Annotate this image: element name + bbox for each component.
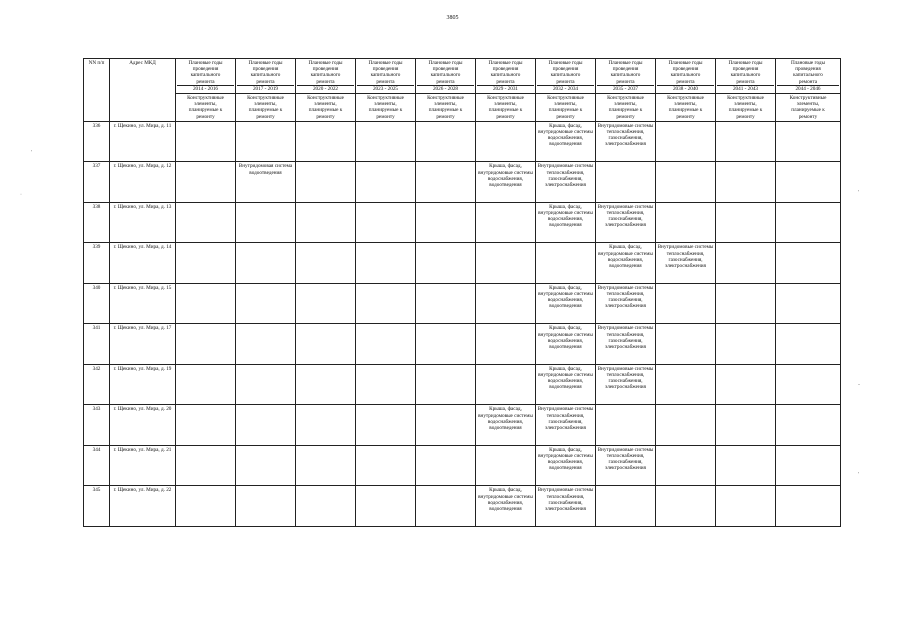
row-number: 340 (84, 283, 110, 324)
column-header-address: Адрес МКД (110, 59, 176, 122)
repair-cell: Внутридомовые системы теплоснабжения, газоснабжения, электроснабжения (536, 162, 596, 203)
repair-cell: Крыша, фасад, внутридомовые системы водоснабжения, водоотведения (476, 162, 536, 203)
period-label-line: проведения (732, 66, 759, 73)
repair-cell (236, 243, 296, 284)
repair-cell (716, 121, 776, 162)
row-address: г. Щекино, ул. Мира, д. 21 (110, 445, 176, 486)
row-number: 342 (84, 364, 110, 405)
repair-cell (716, 243, 776, 284)
element-label-line: ремонту (316, 113, 335, 120)
row-address: г. Щекино, ул. Мира, д. 22 (110, 486, 176, 527)
period-label-line: ремонта (436, 78, 455, 85)
column-header-elements (416, 94, 476, 122)
element-label-line: планируемые к (188, 107, 223, 114)
element-label-line: Конструктивные (607, 95, 644, 102)
repair-cell: Внутридомовые системы теплоснабжения, газоснабжения, электроснабжения (596, 445, 656, 486)
element-label-line: планируемые к (608, 107, 643, 114)
repair-cell (356, 324, 416, 365)
repair-cell (656, 486, 716, 527)
repair-cell (776, 283, 841, 324)
repair-cell (716, 202, 776, 243)
repair-cell (356, 202, 416, 243)
repair-cell (656, 283, 716, 324)
period-label-line: Плановые годы (428, 60, 463, 66)
element-label-line: планируемые к (668, 107, 703, 114)
repair-cell (356, 405, 416, 446)
element-label-line: планируемые к (791, 107, 825, 114)
table-row (84, 364, 841, 405)
repair-cell (356, 121, 416, 162)
repair-cell (356, 486, 416, 527)
period-years: 2020 - 2022 (297, 85, 354, 92)
element-label-line: ремонту (256, 113, 275, 120)
period-label-line: Плановые годы (308, 60, 343, 66)
row-number: 343 (84, 405, 110, 446)
period-label-line: проведения (432, 66, 459, 73)
element-label-line: элементы, (434, 101, 457, 108)
period-label-line: проведения (192, 66, 219, 73)
element-label-line: элементы, (254, 101, 277, 108)
period-years: 2026 - 2028 (417, 85, 474, 92)
column-header-period (176, 59, 236, 94)
repair-cell: Крыша, фасад, внутридомовые системы водоснабжения, водоотведения (536, 364, 596, 405)
period-label-line: проведения (795, 66, 821, 73)
repair-cell (296, 202, 356, 243)
repair-cell (296, 121, 356, 162)
row-address: г. Щекино, ул. Мира, д. 13 (110, 202, 176, 243)
repair-cell (296, 324, 356, 365)
repair-cell (416, 405, 476, 446)
repair-cell: Внутридомовая система водоотведения (236, 162, 296, 203)
repair-cell (236, 405, 296, 446)
element-label-line: элементы, (614, 101, 637, 108)
column-header-elements (356, 94, 416, 122)
column-header-elements (176, 94, 236, 122)
repair-cell (236, 202, 296, 243)
column-header-period (776, 59, 841, 94)
repair-cell (776, 445, 841, 486)
repair-cell (596, 162, 656, 203)
column-header-period (536, 59, 596, 94)
column-header-period (656, 59, 716, 94)
table-row (84, 486, 841, 527)
period-years: 2017 - 2019 (237, 85, 294, 92)
table-row (84, 445, 841, 486)
repair-cell (656, 445, 716, 486)
element-label-line: Конструктивные (247, 95, 284, 102)
repair-cell (776, 243, 841, 284)
repair-cell (416, 364, 476, 405)
column-header-period (296, 59, 356, 94)
element-label-line: элементы, (194, 101, 217, 108)
row-address: г. Щекино, ул. Мира, д. 12 (110, 162, 176, 203)
column-header-period (416, 59, 476, 94)
repair-cell (296, 445, 356, 486)
repair-cell (776, 405, 841, 446)
period-years: 2023 - 2025 (357, 85, 414, 92)
period-label-line: Плановые годы (248, 60, 283, 66)
repair-cell: Внутридомовые системы теплоснабжения, газоснабжения, электроснабжения (536, 405, 596, 446)
repair-cell (296, 364, 356, 405)
repair-cell (716, 364, 776, 405)
period-label-line: Плановые годы (668, 60, 703, 66)
element-label-line: ремонту (496, 113, 515, 120)
period-label-line: капитального (490, 72, 521, 79)
page-number: 3805 (446, 15, 459, 21)
repair-cell (536, 243, 596, 284)
repair-cell (176, 486, 236, 527)
column-header-elements (476, 94, 536, 122)
column-header-elements (296, 94, 356, 122)
repair-cell (176, 162, 236, 203)
column-header-period (596, 59, 656, 94)
period-years: 2035 - 2037 (597, 85, 654, 92)
repair-cell: Внутридомовые системы теплоснабжения, газоснабжения, электроснабжения (596, 364, 656, 405)
period-label-line: проведения (552, 66, 579, 73)
period-label-line: капитального (370, 72, 401, 79)
header-element-row (84, 94, 841, 122)
repair-cell: Крыша, фасад, внутридомовые системы водоснабжения, водоотведения (536, 324, 596, 365)
period-label-line: ремонта (736, 78, 755, 85)
table-row (84, 162, 841, 203)
repair-cell (356, 445, 416, 486)
repair-cell: Крыша, фасад, внутридомовые системы водоснабжения, водоотведения (476, 405, 536, 446)
period-label-line: проведения (492, 66, 519, 73)
element-label-line: элементы, (674, 101, 697, 108)
period-label-line: Плановые годы (728, 60, 763, 66)
element-label-line: планируемые к (488, 107, 523, 114)
repair-cell (176, 202, 236, 243)
period-label-line: ремонта (676, 78, 695, 85)
repair-cell (416, 243, 476, 284)
repair-cell (476, 445, 536, 486)
repair-cell: Крыша, фасад, внутридомовые системы водоснабжения, водоотведения (596, 243, 656, 284)
repair-cell (776, 162, 841, 203)
repair-cell (776, 324, 841, 365)
repair-cell (176, 405, 236, 446)
repair-cell: Внутридомовые системы теплоснабжения, газоснабжения, электроснабжения (656, 243, 716, 284)
period-years: 2014 - 2016 (177, 85, 234, 92)
table-row (84, 405, 841, 446)
element-label-line: ремонту (436, 113, 455, 120)
repair-cell (296, 486, 356, 527)
table-row (84, 121, 841, 162)
repair-cell (596, 486, 656, 527)
period-label-line: Плановые годы (608, 60, 643, 66)
repair-cell (656, 121, 716, 162)
period-years: 2032 - 2034 (537, 85, 594, 92)
element-label-line: ремонту (556, 113, 575, 120)
repair-cell: Внутридомовые системы теплоснабжения, газоснабжения, электроснабжения (536, 486, 596, 527)
table-row (84, 202, 841, 243)
repair-cell (416, 486, 476, 527)
period-label-line: капитального (670, 72, 701, 79)
period-years: 2044 - 2046 (777, 85, 839, 92)
repair-cell (176, 121, 236, 162)
row-number: 339 (84, 243, 110, 284)
column-header-period (476, 59, 536, 94)
element-label-line: ремонту (376, 113, 395, 120)
repair-cell (716, 162, 776, 203)
period-label-line: ремонта (256, 78, 275, 85)
scan-speck: ' (858, 190, 860, 196)
element-label-line: Конструктивные (667, 95, 704, 102)
repair-cell (476, 324, 536, 365)
column-header-elements (776, 94, 841, 122)
table-row (84, 283, 841, 324)
repair-cell (776, 202, 841, 243)
repair-cell (656, 364, 716, 405)
period-label-line: проведения (252, 66, 279, 73)
repair-cell (176, 364, 236, 405)
row-number: 337 (84, 162, 110, 203)
column-header-period (236, 59, 296, 94)
repair-cell (356, 364, 416, 405)
element-label-line: ремонту (798, 113, 818, 120)
repair-cell (776, 121, 841, 162)
period-label-line: проведения (612, 66, 639, 73)
repair-cell (716, 324, 776, 365)
repair-cell (236, 324, 296, 365)
period-years: 2038 - 2040 (657, 85, 714, 92)
repair-cell: Крыша, фасад, внутридомовые системы водоснабжения, водоотведения (536, 283, 596, 324)
period-label-line: ремонта (376, 78, 395, 85)
repair-cell (656, 405, 716, 446)
repair-cell (296, 243, 356, 284)
period-years: 2041 - 2043 (717, 85, 774, 92)
header-period-row (84, 59, 841, 94)
period-label-line: ремонта (798, 78, 818, 85)
element-label-line: ремонту (196, 113, 215, 120)
period-label-line: капитального (190, 72, 221, 79)
repair-cell (416, 121, 476, 162)
element-label-line: Конструктивные (307, 95, 344, 102)
repair-cell (176, 283, 236, 324)
element-label-line: элементы, (554, 101, 577, 108)
element-label-line: элементы, (374, 101, 397, 108)
repair-cell (476, 364, 536, 405)
period-label-line: капитального (730, 72, 761, 79)
element-label-line: Конструктивные (187, 95, 224, 102)
element-label-line: Конструктивные (487, 95, 524, 102)
column-header-elements (596, 94, 656, 122)
element-label-line: Конструктивные (789, 95, 827, 102)
period-label-line: ремонта (556, 78, 575, 85)
repair-cell (296, 162, 356, 203)
row-number: 345 (84, 486, 110, 527)
repair-cell (416, 324, 476, 365)
period-label-line: проведения (312, 66, 339, 73)
period-label-line: капитального (550, 72, 581, 79)
column-header-elements (656, 94, 716, 122)
repair-cell (236, 486, 296, 527)
row-address: г. Щекино, ул. Мира, д. 15 (110, 283, 176, 324)
repair-cell (356, 283, 416, 324)
repair-cell: Крыша, фасад, внутридомовые системы водоснабжения, водоотведения (536, 445, 596, 486)
repair-cell (656, 202, 716, 243)
repair-cell (236, 121, 296, 162)
column-header-elements (236, 94, 296, 122)
period-label-line: ремонта (316, 78, 335, 85)
row-number: 341 (84, 324, 110, 365)
element-label-line: элементы, (314, 101, 337, 108)
repair-cell (716, 405, 776, 446)
repair-cell (596, 405, 656, 446)
repair-cell (476, 121, 536, 162)
element-label-line: планируемые к (548, 107, 583, 114)
element-label-line: элементы, (796, 101, 820, 108)
repair-cell: Крыша, фасад, внутридомовые системы водоснабжения, водоотведения (476, 486, 536, 527)
period-label-line: ремонта (196, 78, 215, 85)
element-label-line: планируемые к (248, 107, 283, 114)
repair-cell (236, 445, 296, 486)
scan-speck: · (20, 192, 22, 198)
scan-speck: - (858, 382, 860, 388)
row-address: г. Щекино, ул. Мира, д. 11 (110, 121, 176, 162)
period-label-line: ремонта (496, 78, 515, 85)
repair-cell (296, 405, 356, 446)
element-label-line: ремонту (736, 113, 755, 120)
repair-cell (416, 162, 476, 203)
repair-cell (656, 162, 716, 203)
row-address: г. Щекино, ул. Мира, д. 14 (110, 243, 176, 284)
column-header-elements (716, 94, 776, 122)
repair-cell (176, 324, 236, 365)
repair-cell (716, 445, 776, 486)
period-label-line: Плановые годы (790, 60, 826, 66)
column-header-elements (536, 94, 596, 122)
period-label-line: капитального (793, 72, 823, 79)
scan-speck: ' (858, 472, 860, 478)
row-address: г. Щекино, ул. Мира, д. 17 (110, 324, 176, 365)
repair-cell (236, 364, 296, 405)
element-label-line: планируемые к (428, 107, 463, 114)
element-label-line: ремонту (676, 113, 695, 120)
repair-cell (296, 283, 356, 324)
repair-cell (716, 283, 776, 324)
repair-cell (416, 283, 476, 324)
element-label-line: элементы, (734, 101, 757, 108)
repair-cell (356, 162, 416, 203)
element-label-line: ремонту (616, 113, 635, 120)
row-address: г. Щекино, ул. Мира, д. 19 (110, 364, 176, 405)
repair-cell (716, 486, 776, 527)
column-header-period (716, 59, 776, 94)
period-label-line: Плановые годы (368, 60, 403, 66)
repair-cell (416, 202, 476, 243)
table-body (84, 121, 841, 526)
repair-cell (776, 364, 841, 405)
capital-repair-table (83, 58, 841, 527)
repair-cell: Внутридомовые системы теплоснабжения, газоснабжения, электроснабжения (596, 324, 656, 365)
period-label-line: Плановые годы (548, 60, 583, 66)
row-number: 336 (84, 121, 110, 162)
period-label-line: Плановые годы (488, 60, 523, 66)
repair-cell (776, 486, 841, 527)
element-label-line: планируемые к (368, 107, 403, 114)
element-label-line: Конструктивные (427, 95, 464, 102)
repair-cell: Внутридомовые системы теплоснабжения, газоснабжения, электроснабжения (596, 121, 656, 162)
repair-cell (176, 445, 236, 486)
period-label-line: проведения (372, 66, 399, 73)
repair-cell (476, 283, 536, 324)
element-label-line: Конструктивные (367, 95, 404, 102)
element-label-line: планируемые к (308, 107, 343, 114)
repair-cell: Внутридомовые системы теплоснабжения, газоснабжения, электроснабжения (596, 283, 656, 324)
repair-cell (176, 243, 236, 284)
row-number: 338 (84, 202, 110, 243)
row-address: г. Щекино, ул. Мира, д. 20 (110, 405, 176, 446)
column-header-period (356, 59, 416, 94)
period-label-line: капитального (250, 72, 281, 79)
period-label-line: проведения (672, 66, 699, 73)
element-label-line: элементы, (494, 101, 517, 108)
element-label-line: Конструктивные (727, 95, 764, 102)
repair-cell: Внутридомовые системы теплоснабжения, газоснабжения, электроснабжения (596, 202, 656, 243)
period-label-line: капитального (430, 72, 461, 79)
repair-cell: Крыша, фасад, внутридомовые системы водоснабжения, водоотведения (536, 121, 596, 162)
repair-cell (656, 324, 716, 365)
repair-cell (416, 445, 476, 486)
repair-cell: Крыша, фасад, внутридомовые системы водоснабжения, водоотведения (536, 202, 596, 243)
element-label-line: планируемые к (728, 107, 763, 114)
table-row (84, 324, 841, 365)
repair-cell (476, 243, 536, 284)
period-years: 2029 - 2031 (477, 85, 534, 92)
column-header-number: NN п/п (84, 59, 110, 122)
element-label-line: Конструктивные (547, 95, 584, 102)
period-label-line: капитального (310, 72, 341, 79)
table-row (84, 243, 841, 284)
period-label-line: капитального (610, 72, 641, 79)
repair-cell (356, 243, 416, 284)
period-label-line: ремонта (616, 78, 635, 85)
scan-speck: ′ (31, 150, 33, 156)
repair-cell (476, 202, 536, 243)
repair-cell (236, 283, 296, 324)
row-number: 344 (84, 445, 110, 486)
period-label-line: Плановые годы (188, 60, 223, 66)
